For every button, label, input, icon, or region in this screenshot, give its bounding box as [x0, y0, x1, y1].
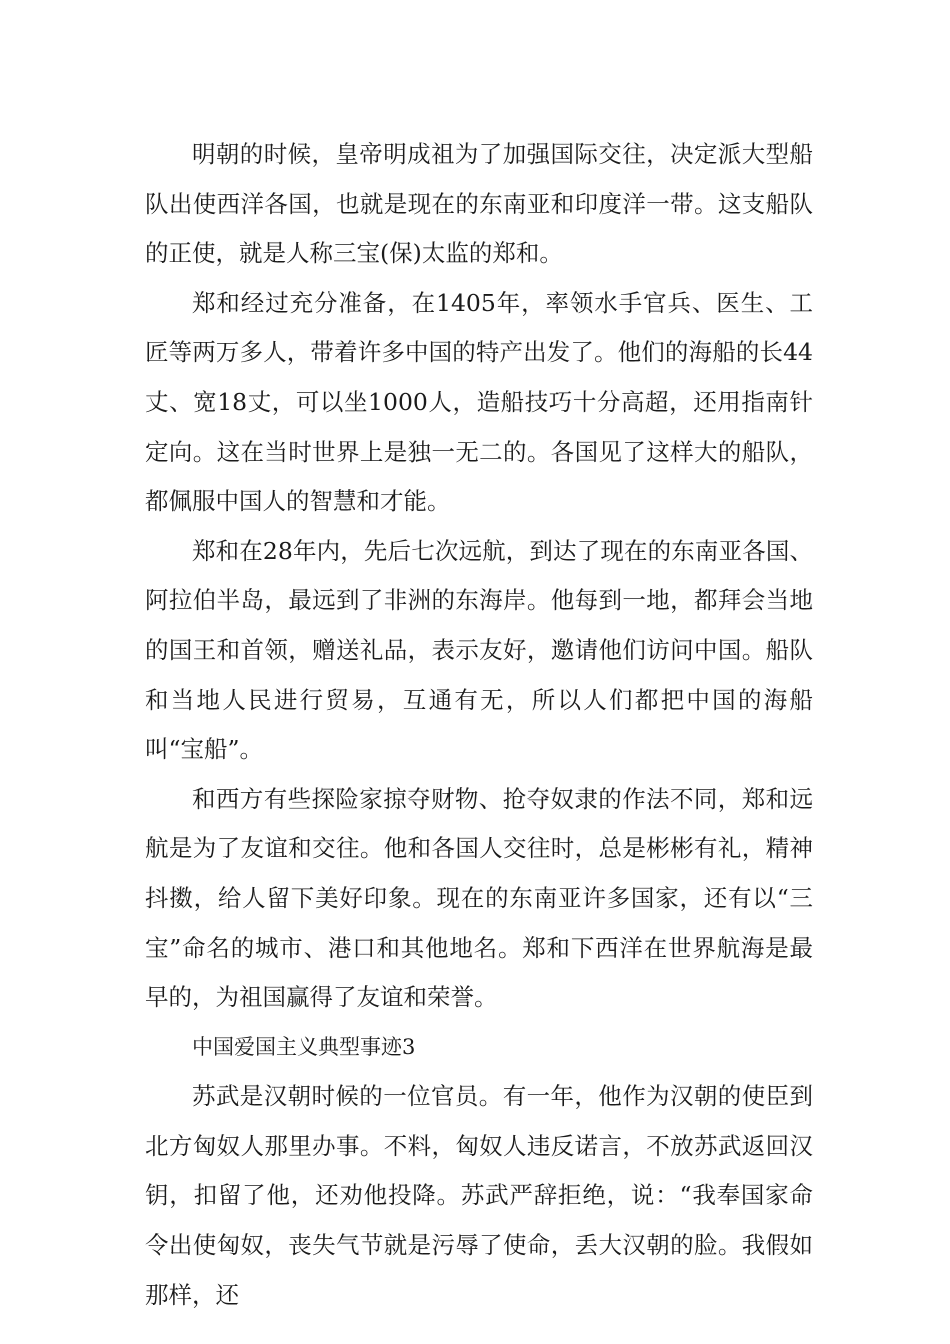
- paragraph-su-wu: 苏武是汉朝时候的一位官员。有一年，他作为汉朝的使臣到北方匈奴人那里办事。不料，匈奴人违反诺言，不放苏武返回汉钥，扣留了他，还劝他投降。苏武严辞拒绝，说：“我奉国家命令出使匈奴，丧失气节就是污辱了使命，丢大汉朝的脸。我假如那样，还: [145, 1082, 813, 1309]
- paragraph-zheng-he-fleet: 郑和经过充分准备，在1405年，率领水手官兵、医生、工匠等两万多人，带着许多中国的特产出发了。他们的海船的长44丈、宽18丈，可以坐1000人，造船技巧十分高超，还用指南针定向。这在当时世界上是独一无二的。各国见了这样大的船队，都佩服中国人的智慧和才能。: [145, 288, 813, 516]
- paragraph-zheng-he-voyages: 郑和在28年内，先后七次远航，到达了现在的东南亚各国、阿拉伯半岛，最远到了非洲的东海岸。他每到一地，都拜会当地的国王和首领，赠送礼品，表示友好，邀请他们访问中国。船队和当地人民进行贸易，互通有无，所以人们都把中国的海船叫“宝船”。: [145, 536, 813, 764]
- section-heading: 中国爱国主义典型事迹3: [192, 1034, 416, 1059]
- document-body: [145, 130, 813, 1320]
- paragraph-zheng-he-friendship: 和西方有些探险家掠夺财物、抢夺奴隶的作法不同，郑和远航是为了友谊和交往。他和各国人交往时，总是彬彬有礼，精神抖擞，给人留下美好印象。现在的东南亚许多国家，还有以“三宝”命名的城市、港口和其他地名。郑和下西洋在世界航海是最早的，为祖国赢得了友谊和荣誉。: [145, 784, 813, 1012]
- paragraph-zheng-he-intro: 明朝的时候，皇帝明成祖为了加强国际交往，决定派大型船队出使西洋各国，也就是现在的东南亚和印度洋一带。这支船队的正使，就是人称三宝(保)太监的郑和。: [145, 140, 813, 268]
